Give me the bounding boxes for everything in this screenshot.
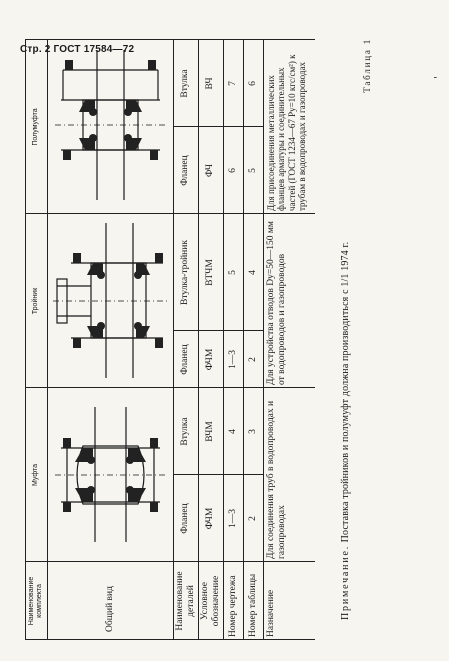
row-label-view: Общий вид (104, 586, 115, 632)
designation-cell: ФЧМ (205, 507, 216, 530)
rotated-table-block (25, 40, 380, 640)
note-label: Примечание. (340, 544, 351, 620)
table-no-cell: 3 (247, 429, 258, 434)
drawing-no-cell: 6 (227, 168, 238, 173)
drawing-no-cell: 4 (227, 429, 238, 434)
half-coupling-drawing (53, 50, 168, 200)
row-label-designation: Условное обозначение (199, 575, 221, 627)
designation-cell: ВЧ (205, 77, 216, 90)
part-name-cell: Втулка (180, 417, 191, 446)
row-label-table-no: Номер таблицы (247, 573, 258, 637)
note-text: Поставка тройников и полумуфт должна производиться с 1/1 1974 г. (340, 241, 351, 543)
page-reference: Стр. 2 ГОСТ 17584—72 (20, 44, 135, 55)
row-label-parts: Наименование деталей (174, 571, 196, 631)
drawing-no-cell: 1—3 (227, 350, 238, 369)
drawing-no-cell: 7 (227, 81, 238, 86)
purpose-cell: Для соединения труб в водопроводах и газопроводах (266, 400, 287, 559)
footnote (340, 60, 351, 620)
designation-cell: ФЧМ (205, 348, 216, 371)
part-name-cell: Втулка (180, 69, 191, 98)
designation-cell: ФЧ (205, 163, 216, 178)
part-name-cell: Фланец (180, 155, 191, 186)
set-name-half-coupling: Полумуфта (31, 108, 39, 146)
set-name-coupling: Муфта (31, 464, 39, 486)
row-label-drawing-no: Номер чертежа (227, 575, 238, 637)
table-no-cell: 2 (247, 516, 258, 521)
table-no-cell: 4 (247, 270, 258, 275)
table-no-cell: 6 (247, 81, 258, 86)
coupling-drawing (53, 407, 168, 542)
part-name-cell: Фланец (180, 344, 191, 375)
drawing-no-cell: 5 (227, 270, 238, 275)
table-title: Таблица 1 (362, 38, 372, 93)
table-no-cell: 2 (247, 357, 258, 362)
row-label-purpose: Назначение (266, 589, 276, 637)
part-name-cell: Фланец (180, 503, 191, 534)
purpose-cell: Для устройства отводов Dy=50—150 мм от водопроводов и газопроводов (266, 221, 287, 385)
purpose-cell: Для присоединения металлических фланцев арматуры и соединительных частей (ГОСТ 1234—67 Pу=10 кгс/см²) к трубам в водопроводах и газопроводах (266, 54, 308, 211)
specification-table (25, 40, 315, 640)
tee-drawing (51, 223, 171, 378)
designation-cell: ВЧМ (205, 421, 216, 442)
table-no-cell: 5 (247, 168, 258, 173)
margin-dash: - (433, 72, 437, 83)
drawing-no-cell: 1—3 (227, 509, 238, 528)
part-name-cell: Втулка-тройник (180, 240, 191, 305)
row-label-name: Наименование комплекта (27, 576, 43, 626)
set-name-tee: Тройник (31, 287, 39, 315)
designation-cell: ВТЧМ (205, 259, 216, 286)
